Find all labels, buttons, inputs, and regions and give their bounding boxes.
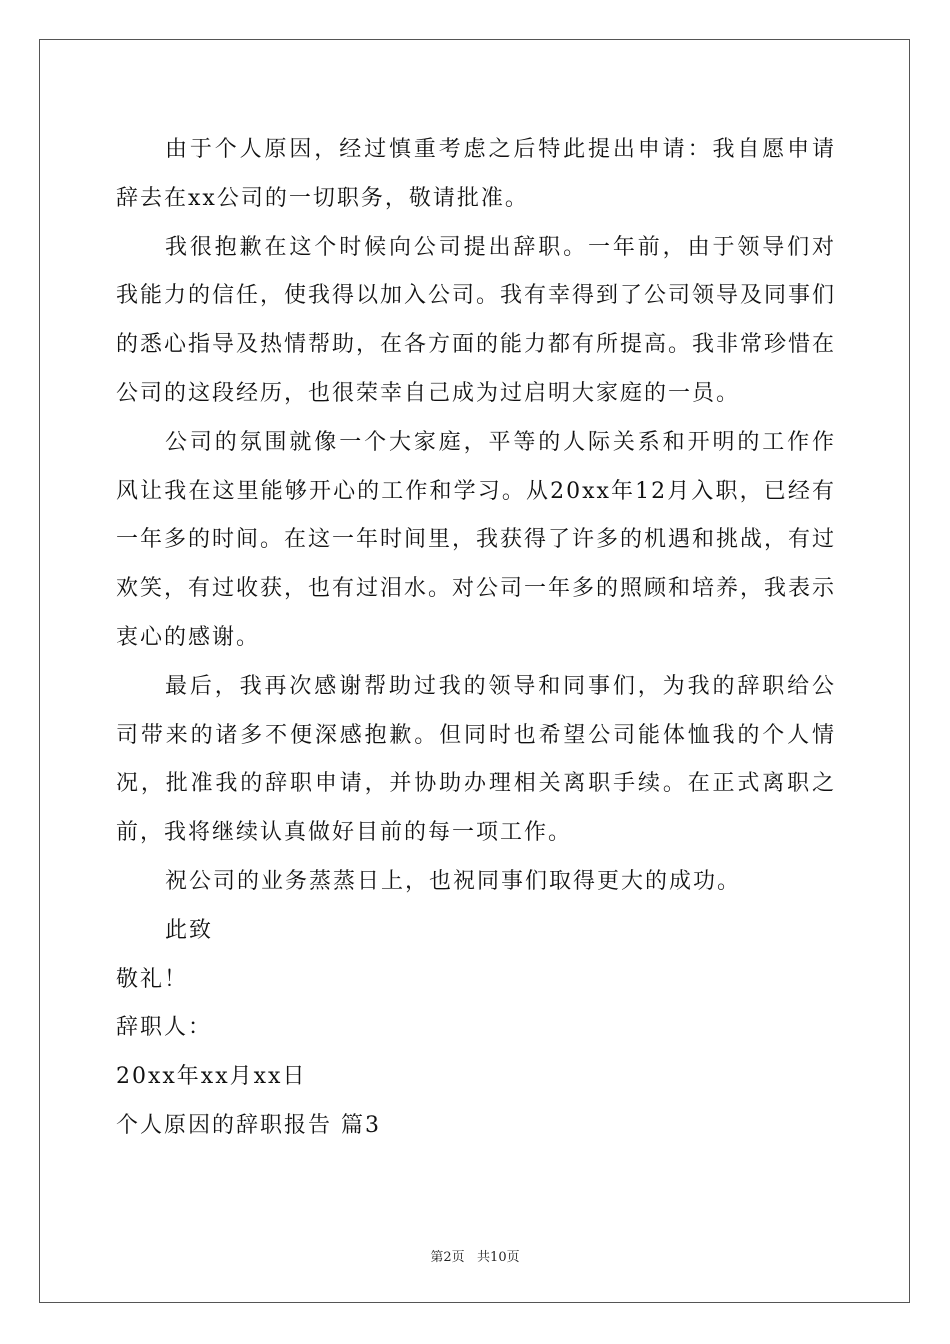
paragraph-atmosphere: 公司的氛围就像一个大家庭，平等的人际关系和开明的工作作风让我在这里能够开心的工作和学习。从20xx年12月入职，已经有一年多的时间。在这一年时间里，我获得了许多的机遇和挑战，有过欢笑，有过收获，也有过泪水。对公司一年多的照顾和培养，我表示衷心的感谢。 xyxy=(116,429,837,650)
signature-label: 辞职人： xyxy=(116,1015,213,1041)
paragraph-request: 由于个人原因，经过慎重考虑之后特此提出申请：我自愿申请辞去在xx公司的一切职务，敬请批准。 xyxy=(116,137,836,211)
salute-phrase: 敬礼！ xyxy=(116,966,189,992)
paragraph-wishes: 祝公司的业务蒸蒸日上，也祝同事们取得更大的成功。 xyxy=(165,868,742,894)
paragraph-apology: 我很抱歉在这个时候向公司提出辞职。一年前，由于领导们对我能力的信任，使我得以加入公司。我有幸得到了公司领导及同事们的悉心指导及热情帮助，在各方面的能力都有所提高。我非常珍惜在公司的这段经历，也很荣幸自己成为过启明大家庭的一员。 xyxy=(116,234,837,406)
page-number-footer: 第2页 共10页 xyxy=(430,1250,520,1265)
letter-body xyxy=(116,126,836,1151)
next-section-heading: 个人原因的辞职报告 篇3 xyxy=(116,1112,381,1138)
letter-date: 20xx年xx月xx日 xyxy=(116,1064,307,1090)
paragraph-final-thanks: 最后，我再次感谢帮助过我的领导和同事们，为我的辞职给公司带来的诸多不便深感抱歉。但同时也希望公司能体恤我的个人情况，批准我的辞职申请，并协助办理相关离职手续。在正式离职之前，我将继续认真做好目前的每一项工作。 xyxy=(116,673,836,846)
closing-phrase: 此致 xyxy=(165,917,214,943)
